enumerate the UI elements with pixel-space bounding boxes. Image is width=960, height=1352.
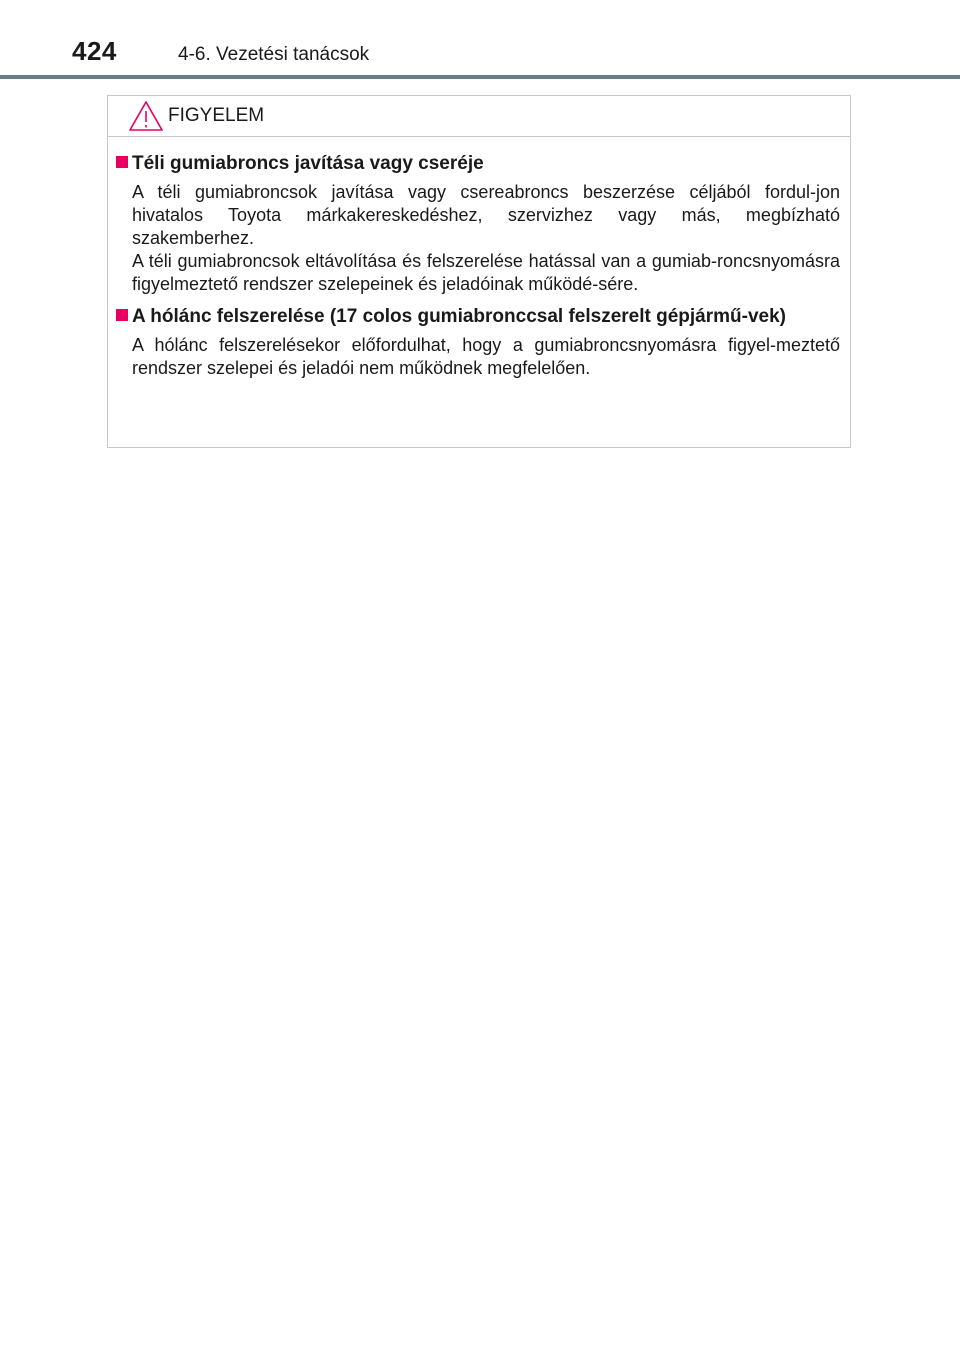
warning-label: FIGYELEM (168, 105, 265, 126)
warning-header (108, 96, 850, 137)
item-paragraph: A téli gumiabroncsok eltávolítása és felszerelése hatással van a gumiab-roncsnyomásra figyelmeztető rendszer szelepeinek és jeladóinak működé-sére. (132, 251, 840, 294)
warning-item-snow-chain (116, 304, 840, 380)
warning-box (107, 95, 851, 448)
warning-item-winter-tire (116, 151, 840, 296)
item-paragraph: A téli gumiabroncsok javítása vagy csereabroncs beszerzése céljából fordul-jon hivatalos Toyota márkakereskedéshez, szervizhez vagy más, megbízható szakemberhez. (132, 182, 840, 248)
item-text (116, 181, 840, 296)
page-header (0, 0, 960, 80)
item-heading (116, 304, 840, 329)
square-bullet-icon (116, 309, 128, 321)
item-heading (116, 151, 840, 176)
page-number: 424 (72, 36, 117, 66)
warning-triangle-icon (128, 100, 164, 132)
item-paragraph: A hólánc felszerelésekor előfordulhat, hogy a gumiabroncsnyomásra figyel-meztető rendszer szelepei és jeladói nem működnek megfelelően. (132, 335, 840, 378)
header-rule (0, 75, 960, 79)
item-text (116, 334, 840, 380)
item-heading-text: Téli gumiabroncs javítása vagy cseréje (132, 153, 484, 174)
square-bullet-icon (116, 156, 128, 168)
item-heading-text: A hólánc felszerelése (17 colos gumiabronccsal felszerelt gépjármű-vek) (132, 306, 786, 327)
warning-body (108, 137, 850, 388)
section-title: 4-6. Vezetési tanácsok (178, 44, 370, 65)
